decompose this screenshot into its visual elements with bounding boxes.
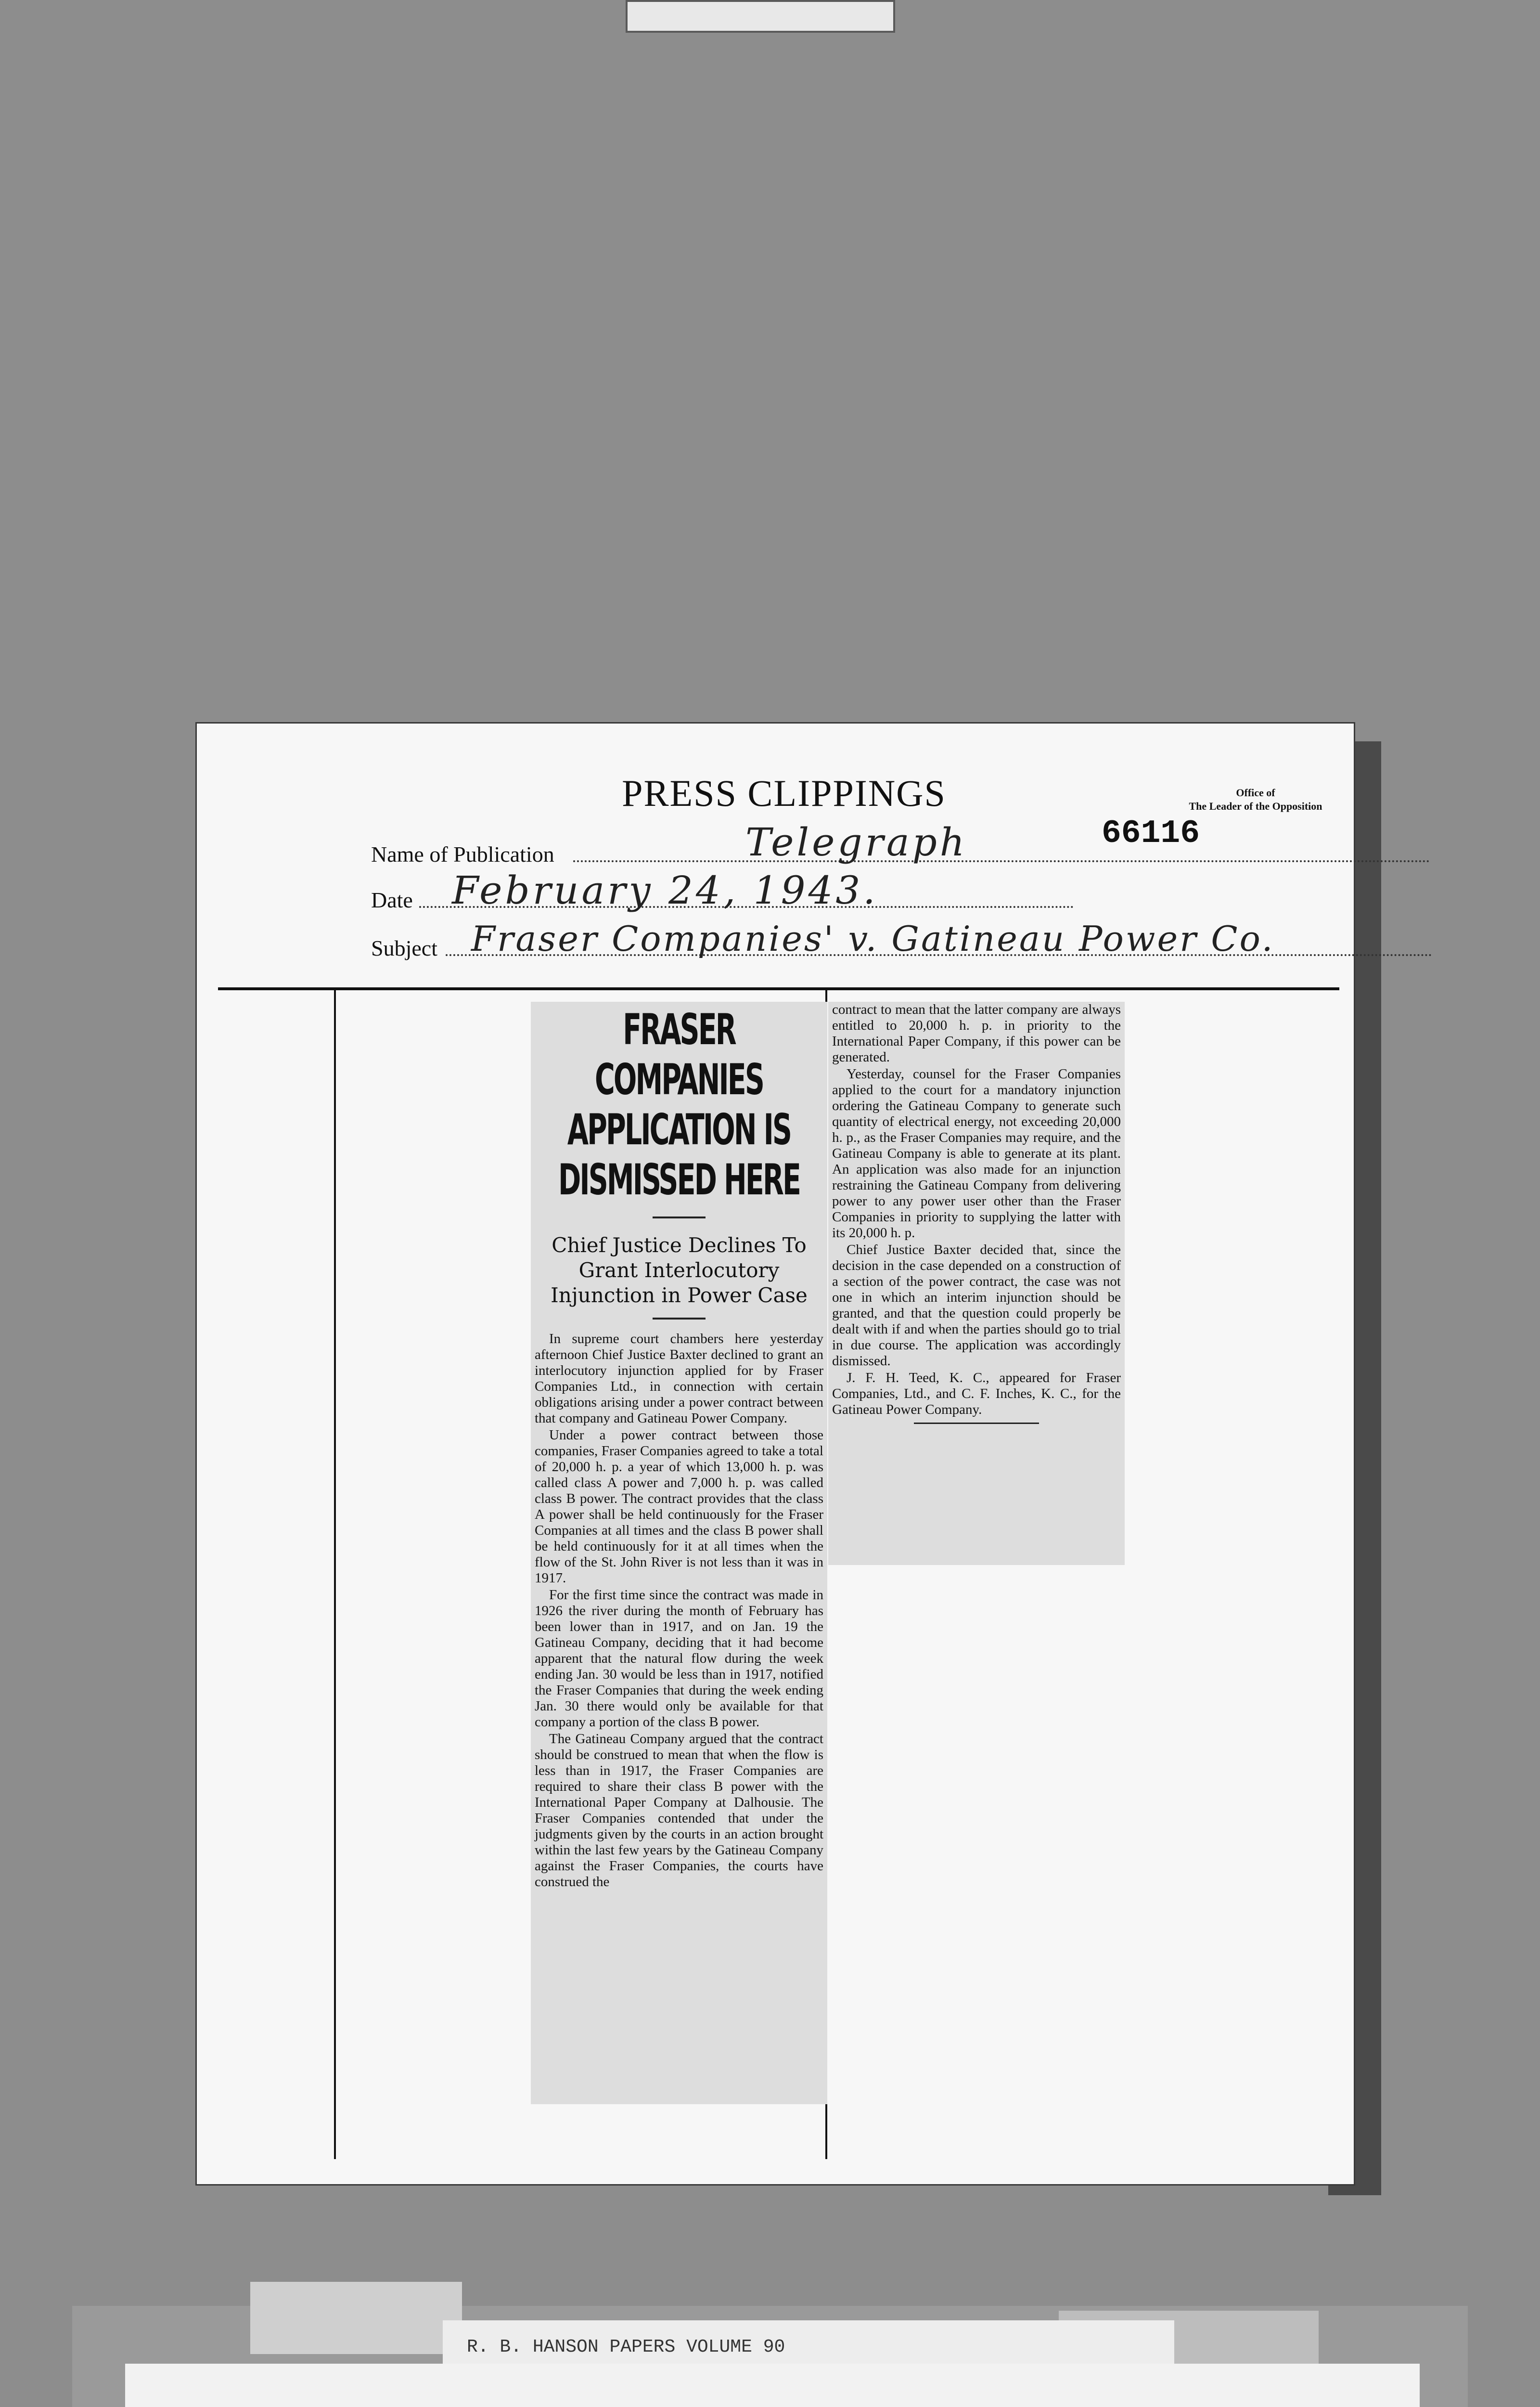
subject-handwritten: Fraser Companies' v. Gatineau Power Co.: [471, 919, 1275, 959]
tape-strip: [250, 2282, 462, 2354]
subject-label: Subject: [371, 936, 437, 960]
article-subheadline: Chief Justice Declines To Grant Interlocutory Injunction in Power Case: [551, 1233, 808, 1307]
hanson-papers-label: R. B. HANSON PAPERS VOLUME 90: [443, 2320, 1174, 2383]
paragraph: contract to mean that the latter company are always entitled to 20,000 h. p. in priority to the International Paper Company, if this power can be generated.: [832, 1002, 1121, 1065]
date-handwritten: February 24, 1943.: [452, 868, 878, 913]
press-clippings-title: PRESS CLIPPINGS: [622, 772, 946, 814]
header-rule: [218, 987, 1339, 990]
article-headline: FRASER COMPANIES APPLICATION IS DISMISSED HERE: [558, 1005, 800, 1204]
article-column-2: [828, 1002, 1125, 1565]
public-archives-stamp: [125, 2364, 1420, 2407]
article-column-1: [531, 1002, 827, 2104]
top-tab: [626, 0, 895, 33]
date-label: Date: [371, 888, 413, 912]
paragraph: For the first time since the contract was made in 1926 the river during the month of February has been lower than in 1917, and on Jan. 19 the Gatineau Company, deciding that it had become apparent that the natural flow during the week ending Jan. 30 would be less than in 1917, notified the Fraser Companies that during the week ending Jan. 30 there would only be available for that company a portion of the class B power.: [535, 1587, 823, 1730]
end-rule: [914, 1423, 1039, 1424]
paragraph: In supreme court chambers here yesterday afternoon Chief Justice Baxter declined to grant an interlocutory injunction applied for by Fraser Companies Ltd., in connection with certain obligations arising under a power contract between that company and Gatineau Power Company.: [535, 1331, 823, 1426]
paragraph: J. F. H. Teed, K. C., appeared for Fraser Companies, Ltd., and C. F. Inches, K. C., for the Gatineau Power Company.: [832, 1370, 1121, 1417]
paragraph: Under a power contract between those companies, Fraser Companies agreed to take a total of 20,000 h. p. a year of which 13,000 h. p. was called class A power and 7,000 h. p. was called class B power. The contract provides that the class A power shall be held continuously for the Fraser Companies at all times and the class B power shall be held continuously for it at all times when the flow of the St. John River is not less than it was in 1917.: [535, 1427, 823, 1586]
clipping-number: 66116: [1102, 815, 1200, 852]
office-label: [1164, 786, 1347, 813]
left-margin-rule: [334, 989, 336, 2159]
publication-handwritten: Telegraph: [745, 820, 968, 865]
office-line-1: Office of: [1236, 787, 1275, 799]
publication-label: Name of Publication: [371, 842, 554, 867]
paragraph: Yesterday, counsel for the Fraser Companies applied to the court for a mandatory injunction ordering the Gatineau Company to generate such quantity of electrical energy, not exceeding 20,000 h. p., as the Fraser Companies may require, and the Gatineau Company is able to generate at its plant. An application was also made for an injunction restraining the Gatineau Company from delivering power to any power user other than the Fraser Companies in priority to supplying the latter with its 20,000 h. p.: [832, 1066, 1121, 1241]
subheadline-rule: [653, 1318, 706, 1320]
paragraph: The Gatineau Company argued that the contract should be construed to mean that when the flow is less than in 1917, the Fraser Companies are required to share their class B power with the International Paper Company at Dalhousie. The Fraser Companies contended that under the judgments given by the courts in an action brought within the last few years by the Gatineau Company against the Fraser Companies, the courts have construed the: [535, 1731, 823, 1889]
headline-rule: [653, 1216, 706, 1218]
publication-dotted-line: [573, 860, 1430, 862]
paragraph: Chief Justice Baxter decided that, since the decision in the case depended on a construction of a section of the power contract, the case was not one in which an interim injunction should be granted, and that the question could properly be dealt with if and when the parties should go to trial in due course. The application was accordingly dismissed.: [832, 1242, 1121, 1369]
office-line-2: The Leader of the Opposition: [1189, 800, 1322, 812]
press-clipping-sheet: [195, 722, 1355, 2186]
